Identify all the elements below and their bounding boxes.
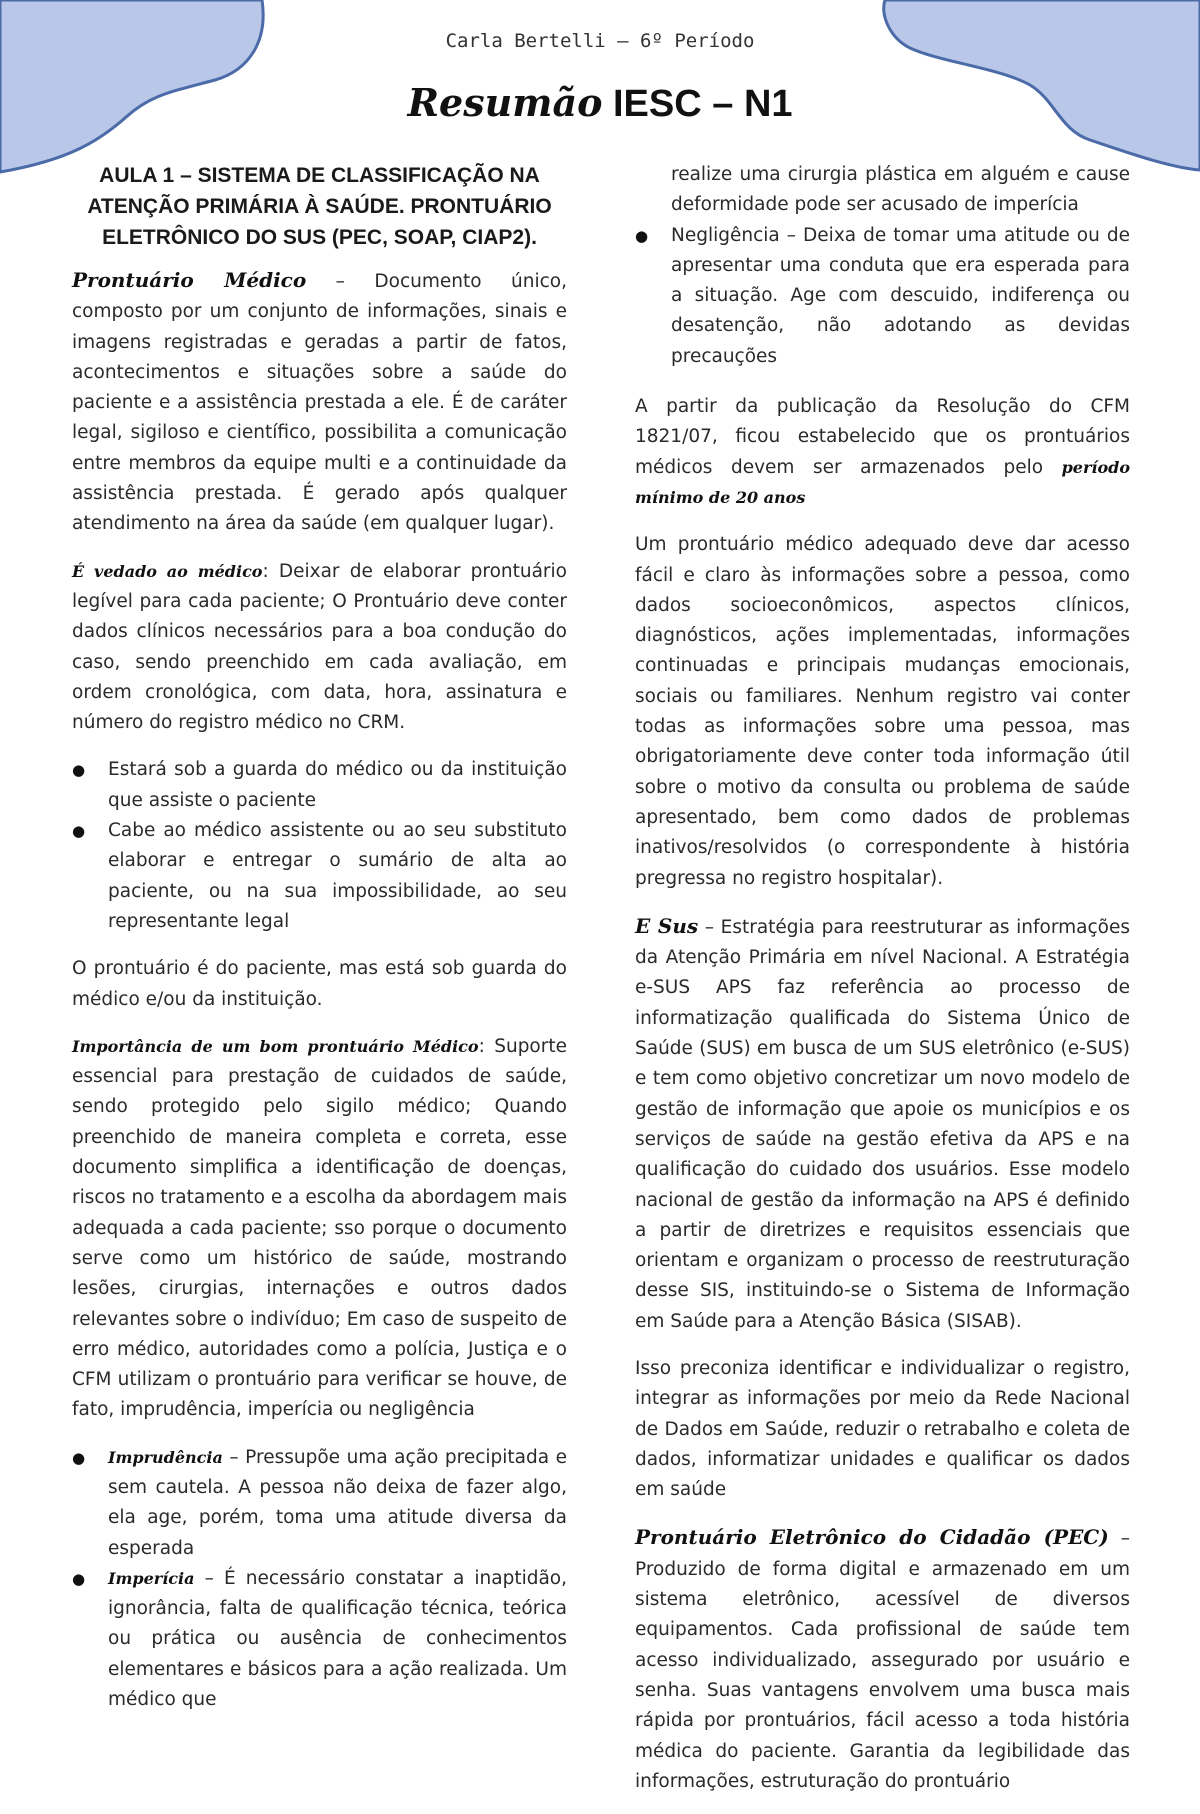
- left-column: [72, 160, 567, 1732]
- lesson-heading: AULA 1 – SISTEMA DE CLASSIFICAÇÃO NA ATENÇÃO PRIMÁRIA À SAÚDE. PRONTUÁRIO ELETRÔNICO DO SUS (PEC, SOAP, CIAP2).: [87, 164, 552, 249]
- paragraph-resolucao-cfm: [635, 392, 1130, 513]
- list-item-negligencia: [635, 221, 1130, 372]
- paragraph-prontuario-adequado: Um prontuário médico adequado deve dar acesso fácil e claro às informações sobre a pessoa, como dados socioeconômicos, aspectos clínicos, diagnósticos, ações implementadas, informações continuadas e principais mudanças emocionais, sociais ou familiares. Nenhum registro vai conter todas as informações sobre uma pessoa, mas obrigatoriamente deve conter toda informação útil sobre o motivo da consulta ou problema de saúde apresentado, bem como dados de problemas inativos/resolvidos (o correspondente à história pregressa no registro hospitalar).: [635, 534, 1130, 889]
- paragraph-text: A partir da publicação da Resolução do CFM 1821/07, ficou estabelecido que os prontuários médicos devem ser armazenados pelo: [635, 396, 1130, 478]
- paragraph-vedado: [72, 557, 567, 739]
- term-importancia: Importância de um bom prontuário Médico: [72, 1036, 479, 1056]
- author-line: Carla Bertelli – 6º Período: [445, 30, 755, 52]
- list-item-text: – É necessário constatar a inaptidão, ignorância, falta de qualificação técnica, teórica ou prática ou ausência de conhecimentos elementares e básicos para a ação realizada. Um médico que: [108, 1567, 567, 1711]
- paragraph-text: – Estratégia para reestruturar as informações da Atenção Primária em nível Nacional. A Estratégia e-SUS APS faz referência ao processo de informatização qualificada do Sistema Único de Saúde (SUS) em busca de um SUS eletrônico (e-SUS) e tem como objetivo concretizar um novo modelo de gestão de informação que apoie os municípios e os serviços de saúde na gestão efetiva da APS e na qualificação do cuidado dos usuários. Esse modelo nacional de gestão da informação na APS é definido a partir de diretrizes e requisitos essenciais que orientam e organizam o processo de reestruturação desse SIS, instituindo-se o Sistema de Informação em Saúde para a Atenção Básica (SISAB).: [635, 916, 1130, 1332]
- paragraph-esus: [635, 911, 1130, 1337]
- term-imprudencia: Imprudência: [108, 1447, 223, 1467]
- page-title: [0, 80, 1200, 126]
- term-esus: E Sus: [635, 913, 699, 938]
- term-impericia: Imperícia: [108, 1568, 195, 1588]
- paragraph-prontuario-do-paciente: O prontuário é do paciente, mas está sob guarda do médico e/ou da instituição.: [72, 958, 567, 1010]
- term-prontuario-medico: Prontuário Médico: [72, 268, 307, 292]
- list-item-impericia: [72, 1564, 567, 1715]
- paragraph-text: – Documento único, composto por um conjunto de informações, sinais e imagens registradas e geradas a partir de fatos, acontecimentos e situações sobre a saúde do paciente e a assistência prestada a ele. É de caráter legal, sigiloso e científico, possibilita a comunicação entre membros da equipe multi e a continuidade da assistência prestada. É gerado após qualquer atendimento na área da saúde (em qualquer lugar).: [72, 271, 567, 535]
- paragraph-isso: Isso preconiza identificar e individualizar o registro, integrar as informações por meio da Rede Nacional de Dados em Saúde, reduzir o retrabalho e coleta de dados, informatizar unidades e qualificar os dados em saúde: [635, 1357, 1130, 1501]
- paragraph-pec: [635, 1522, 1130, 1797]
- paragraph-prontuario-medico: [72, 265, 567, 540]
- bullet-list-guarda: [72, 755, 567, 937]
- title-script: Resumão: [407, 80, 603, 125]
- list-item: ● Cabe ao médico assistente ou ao seu substituto elaborar e entregar o sumário de alta ao paciente, ou na sua impossibilidade, ao seu representante legal: [72, 816, 567, 937]
- list-item-imprudencia: [72, 1443, 567, 1564]
- bullet-list-erros: [72, 1443, 567, 1716]
- list-item-text: – Deixa de tomar uma atitude ou de apresentar uma conduta que era esperada para a situação. Age com descuido, indiferença ou desatenção, não adotando as devidas precauções: [671, 224, 1130, 367]
- right-column: [635, 160, 1130, 1814]
- list-item: ● Estará sob a guarda do médico ou da instituição que assiste o paciente: [72, 755, 567, 816]
- paragraph-text: : Suporte essencial para prestação de cuidados de saúde, sendo protegido pelo sigilo médico; Quando preenchido de maneira completa e correta, esse documento simplifica a identificação de doenças, riscos no tratamento e a escolha da abordagem mais adequada a cada paciente; sso porque o documento serve como um histórico de saúde, mostrando lesões, cirurgias, internações e outros dados relevantes sobre o indivíduo; Em caso de suspeito de erro médico, autoridades como a polícia, Justiça e o CFM utilizam o prontuário para verificar se houve, de fato, imprudência, imperícia ou negligência: [72, 1035, 567, 1421]
- impericia-continuation: realize uma cirurgia plástica em alguém e cause deformidade pode ser acusado de imperícia: [671, 164, 1130, 216]
- list-item-text: – Pressupõe uma ação precipitada e sem cautela. A pessoa não deixa de fazer algo, ela age, porém, toma uma atitude diversa da esperada: [108, 1446, 567, 1559]
- term-periodo-minimo: período mínimo de 20 anos: [635, 457, 1130, 507]
- term-negligencia: Negligência: [671, 224, 780, 246]
- paragraph-text: : Deixar de elaborar prontuário legível para cada paciente; O Prontuário deve conter dados clínicos necessários para a boa condução do caso, sendo preenchido em cada avaliação, em ordem cronológica, com data, hora, assinatura e número do registro médico no CRM.: [72, 560, 568, 734]
- title-bold: IESC – N1: [613, 83, 793, 125]
- paragraph-text: – Produzido de forma digital e armazenado em um sistema eletrônico, acessível de diversos equipamentos. Cada profissional de saúde tem acesso individualizado, assegurado por usuário e senha. Suas vantagens envolvem uma busca mais rápida por prontuários, fácil acesso a toda história médica do paciente. Garantia da legibilidade das informações, estruturação do prontuário: [635, 1528, 1130, 1792]
- bullet-list-negligencia: [635, 221, 1130, 372]
- term-pec: Prontuário Eletrônico do Cidadão (PEC): [635, 1525, 1109, 1550]
- term-vedado: É vedado ao médico: [72, 561, 263, 581]
- paragraph-importancia: [72, 1032, 567, 1426]
